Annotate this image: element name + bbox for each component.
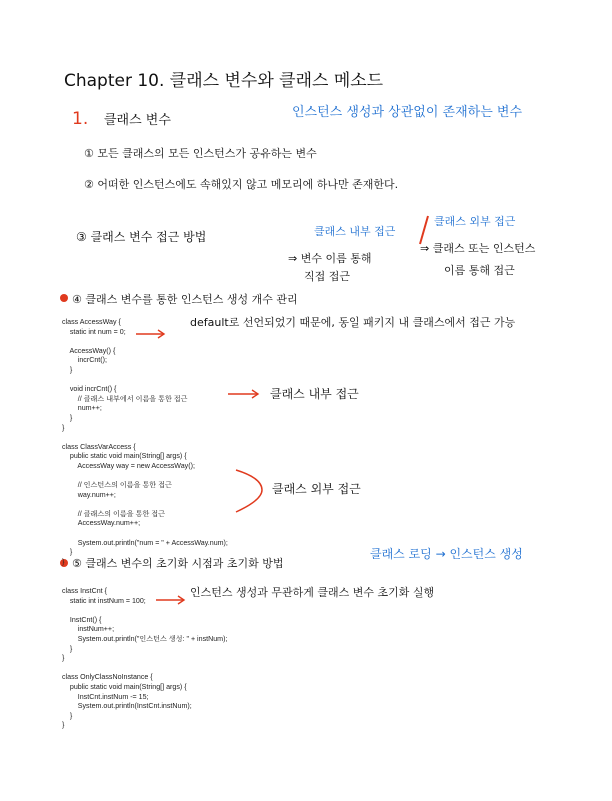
default-access-note: default로 선언되었기 때문에, 동일 패키지 내 클래스에서 접근 가능 — [190, 316, 516, 329]
code-line: System.out.println("num = " + AccessWay.num); — [62, 538, 228, 547]
code-line: class ClassVarAccess { — [62, 442, 136, 451]
item-2: ② 어떠한 인스턴스에도 속해있지 않고 메모리에 하나만 존재한다. — [84, 178, 399, 191]
code-line: AccessWay way = new AccessWay(); — [62, 461, 195, 470]
external-access-desc: 이름 통해 접근 — [444, 264, 515, 277]
code-line: class InstCnt { — [62, 587, 107, 595]
code-line: static int num = 0; — [62, 327, 126, 336]
code-line: System.out.println(InstCnt.instNum); — [62, 702, 192, 711]
code-line: // 클래스 내부에서 이름을 통한 접근 — [62, 394, 188, 403]
code-block — [62, 318, 228, 567]
code-line: } — [62, 654, 65, 663]
code-line: // 인스턴스의 이름을 통한 접근 — [62, 481, 172, 490]
code-line: } — [62, 365, 73, 374]
external-access-label: 클래스 외부 접근 — [434, 215, 516, 228]
code-line: class OnlyClassNoInstance { — [62, 673, 153, 682]
code-line: // 클래스의 이름을 통한 접근 — [62, 509, 165, 518]
code-line: public static void main(String[] args) { — [62, 452, 187, 461]
internal-access-desc: 직접 접근 — [304, 270, 351, 283]
code-line: AccessWay.num++; — [62, 519, 141, 528]
section-title: 클래스 변수 — [104, 113, 171, 128]
chapter-title: Chapter 10. 클래스 변수와 클래스 메소드 — [64, 71, 384, 91]
code-line: num++; — [62, 404, 102, 413]
code-line: class AccessWay { — [62, 318, 121, 326]
internal-access-note: 클래스 내부 접근 — [270, 387, 359, 401]
code-line: instNum++; — [62, 625, 115, 634]
item-1: ① 모든 클래스의 모든 인스턴스가 공유하는 변수 — [84, 147, 317, 160]
manage-title: ④ 클래스 변수를 통한 인스턴스 생성 개수 관리 — [72, 293, 298, 306]
code-line: public static void main(String[] args) { — [62, 682, 187, 691]
internal-access-label: 클래스 내부 접근 — [314, 225, 396, 238]
section-blue-note: 인스턴스 생성과 상관없이 존재하는 변수 — [292, 105, 523, 120]
section-number: 1. — [72, 109, 89, 129]
code-line: } — [62, 644, 73, 653]
code-line: } — [62, 557, 65, 566]
access-title: ③ 클래스 변수 접근 방법 — [76, 230, 207, 244]
external-access-desc: ⇒ 클래스 또는 인스턴스 — [420, 242, 536, 255]
code-line: InstCnt.instNum -= 15; — [62, 692, 149, 701]
code-line: void incrCnt() { — [62, 385, 117, 394]
init-title: ⑤ 클래스 변수의 초기화 시점과 초기화 방법 — [72, 557, 284, 570]
internal-access-desc: ⇒ 변수 이름 통해 — [288, 252, 372, 265]
init-blue-note: 클래스 로딩 → 인스턴스 생성 — [370, 547, 523, 561]
code-line: static int instNum = 100; — [62, 596, 146, 605]
init-note: 인스턴스 생성과 무관하게 클래스 변수 초기화 실행 — [190, 586, 435, 599]
bullet-icon — [60, 294, 68, 302]
code-line: System.out.println("인스턴스 생성: " + instNum); — [62, 634, 228, 643]
code-line: way.num++; — [62, 490, 116, 499]
arrow-icon — [228, 390, 258, 398]
code-line: incrCnt(); — [62, 356, 107, 365]
code-line: } — [62, 711, 73, 720]
code-line: InstCnt() { — [62, 615, 102, 624]
external-access-note: 클래스 외부 접근 — [272, 482, 361, 496]
code-line: } — [62, 548, 73, 557]
code-line: } — [62, 423, 65, 432]
code-block — [62, 587, 227, 731]
code-line: AccessWay() { — [62, 346, 116, 355]
code-line: } — [62, 413, 73, 422]
code-line: } — [62, 721, 65, 730]
brace-icon — [236, 470, 262, 512]
